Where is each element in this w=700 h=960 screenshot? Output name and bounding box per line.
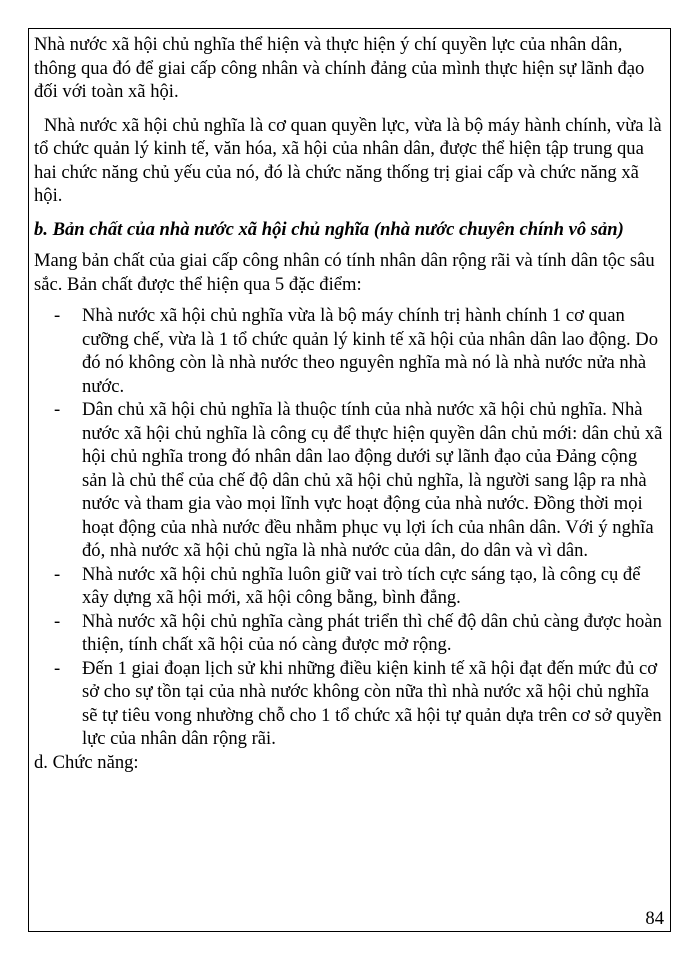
page-frame <box>28 28 671 932</box>
list-item <box>34 304 666 398</box>
list-item <box>34 657 666 751</box>
list-item-text: Đến 1 giai đoạn lịch sử khi những điều kiện kinh tế xã hội đạt đến mức đủ cơ sở cho sự tồn tại của nhà nước không còn nữa thì nhà nước xã hội chủ nghĩa sẽ tự tiêu vong nhường chỗ cho 1 tổ chức xã hội tự quản dựa trên cơ sở quyền lực của nhân dân rộng rãi. <box>82 657 662 749</box>
section-heading-d: d. Chức năng: <box>34 751 139 773</box>
paragraph-intro: Nhà nước xã hội chủ nghĩa thể hiện và thực hiện ý chí quyền lực của nhân dân, thông qua đó để giai cấp công nhân và chính đảng của mình thực hiện sự lãnh đạo đối với toàn xã hội. <box>34 34 645 102</box>
bullet-dash: - <box>54 305 61 326</box>
section-heading-b: b. Bản chất của nhà nước xã hội chủ nghĩa (nhà nước chuyên chính vô sản) <box>34 218 624 240</box>
bullet-dash: - <box>54 657 61 679</box>
list-item <box>34 398 666 563</box>
list-item <box>34 563 666 610</box>
list-item-text: Dân chủ xã hội chủ nghĩa là thuộc tính của nhà nước xã hội chủ nghĩa. Nhà nước xã hội chủ nghĩa là công cụ để thực hiện quyền dân chủ mới: dân chủ xã hội chủ nghĩa trong đó nhân dân lao động dưới sự lãnh đạo của Đảng cộng sản là chủ thể của chế độ dân chủ xã hội chủ nghĩa, là người sang lập ra nhà nước và tham gia vào mọi lĩnh vực hoạt động của nhà nước. Đồng thời mọi hoạt động của nhà nước đều nhằm phục vụ lợi ích của nhân dân. Với ý nghĩa đó, nhà nước xã hội chủ ngĩa là nhà nước của dân, do dân và vì dân. <box>82 399 663 561</box>
list-item-text: Nhà nước xã hội chủ nghĩa luôn giữ vai trò tích cực sáng tạo, là công cụ để xây dựng xã hội mới, xã hội công bằng, bình đẳng. <box>82 563 641 608</box>
bullet-dash: - <box>54 610 61 632</box>
paragraph-functions: Nhà nước xã hội chủ nghĩa là cơ quan quyền lực, vừa là bộ máy hành chính, vừa là tổ chức quản lý kinh tế, văn hóa, xã hội của nhân dân, được thể hiện tập trung qua hai chức năng chủ yếu của nó, đó là chức năng thống trị giai cấp và chức năng xã hội. <box>34 114 662 206</box>
list-item-text: Nhà nước xã hội chủ nghĩa vừa là bộ máy chính trị hành chính 1 cơ quan cưỡng chế, vừa là 1 tổ chức quản lý kinh tế xã hội của nhân dân lao động. Do đó nó không còn là nhà nước theo nguyên nghĩa mà nó là nhà nước nửa nhà nước. <box>82 305 659 397</box>
page-number: 84 <box>645 908 664 929</box>
bullet-dash: - <box>54 399 61 420</box>
characteristics-list <box>34 304 666 751</box>
list-item <box>34 610 666 657</box>
list-item-text: Nhà nước xã hội chủ nghĩa càng phát triển thì chế độ dân chủ càng được hoàn thiện, tính chất xã hội của nó càng được mở rộng. <box>82 610 662 655</box>
bullet-dash: - <box>54 563 61 585</box>
paragraph-nature: Mang bản chất của giai cấp công nhân có tính nhân dân rộng rãi và tính dân tộc sâu sắc. Bản chất được thể hiện qua 5 đặc điểm: <box>34 250 655 295</box>
document-body <box>34 33 666 774</box>
